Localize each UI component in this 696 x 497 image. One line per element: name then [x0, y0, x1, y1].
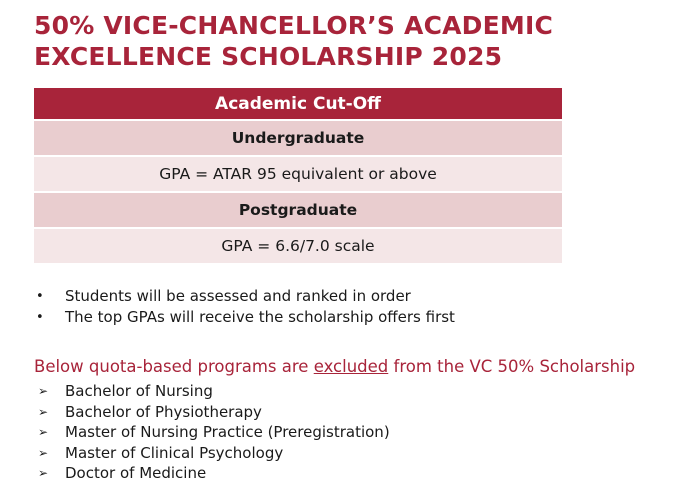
arrow-bullet-icon: ➢ — [38, 384, 49, 398]
arrow-bullet-icon: ➢ — [38, 404, 49, 419]
excluded-programs-list — [38, 381, 390, 484]
bullet-dot-icon: • — [36, 310, 44, 325]
bullet-text: Students will be assessed and ranked in order — [65, 287, 411, 305]
table-header: Academic Cut-Off — [34, 88, 562, 121]
arrow-bullet-icon: ➢ — [38, 466, 49, 480]
program-name: Master of Nursing Practice (Preregistration) — [65, 423, 390, 441]
page-title: 50% VICE-CHANCELLOR’S ACADEMIC EXCELLENCE SCHOLARSHIP 2025 — [34, 11, 554, 71]
arrow-bullet-icon: ➢ — [38, 445, 49, 460]
bullet-text: The top GPAs will receive the scholarship offers first — [65, 308, 455, 326]
undergraduate-label: Undergraduate — [34, 121, 562, 157]
list-item — [36, 307, 455, 328]
undergraduate-value: GPA = ATAR 95 equivalent or above — [34, 157, 562, 193]
list-item — [38, 443, 390, 464]
program-name: Master of Clinical Psychology — [65, 443, 284, 462]
list-item — [38, 402, 390, 423]
program-name: Doctor of Medicine — [65, 464, 207, 482]
arrow-bullet-icon: ➢ — [38, 425, 49, 439]
postgraduate-value: GPA = 6.6/7.0 scale — [34, 229, 562, 265]
assessment-bullets — [36, 286, 455, 328]
academic-cutoff-table — [34, 88, 562, 265]
exclusion-text-after: from the VC 50% Scholarship — [388, 357, 636, 376]
list-item — [38, 422, 390, 443]
list-item — [38, 463, 390, 484]
list-item — [36, 286, 455, 307]
program-name: Bachelor of Physiotherapy — [65, 402, 262, 421]
program-name: Bachelor of Nursing — [65, 382, 213, 400]
exclusion-text-before: Below quota-based programs are — [34, 357, 314, 376]
exclusion-emphasis: excluded — [313, 357, 389, 376]
exclusion-heading — [34, 357, 635, 376]
postgraduate-label: Postgraduate — [34, 193, 562, 229]
bullet-dot-icon: • — [36, 289, 44, 304]
list-item — [38, 381, 390, 402]
